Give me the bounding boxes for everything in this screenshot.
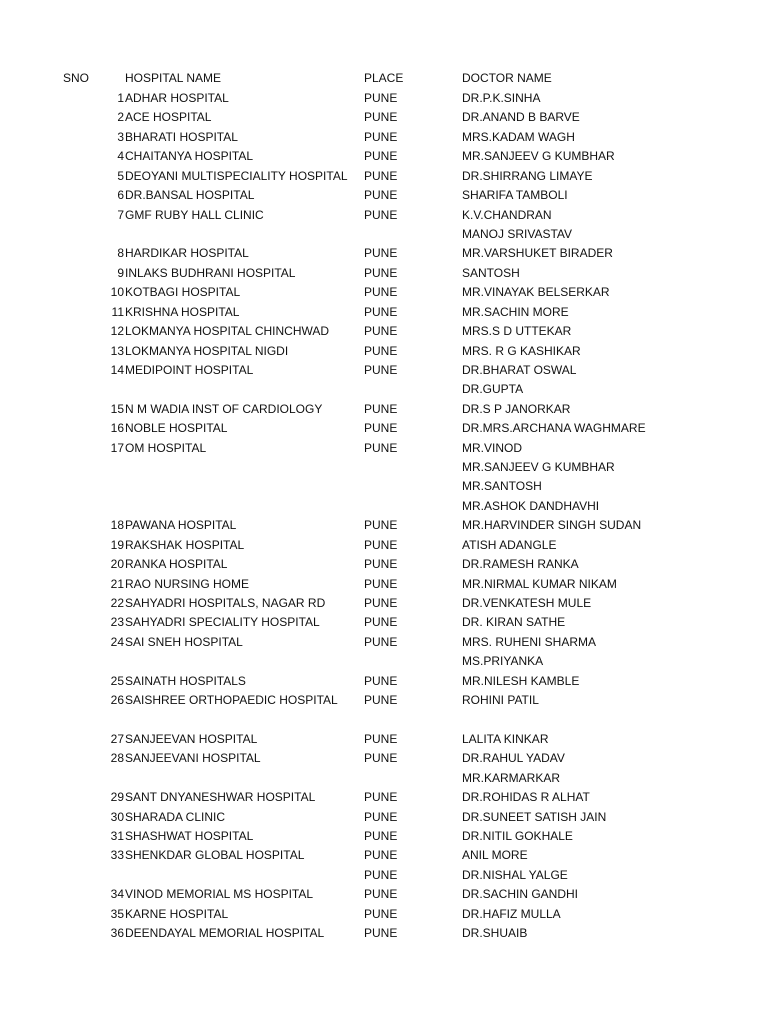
doctor-name-cell: DR. KIRAN SATHE xyxy=(462,615,566,630)
table-row xyxy=(0,225,768,244)
sno-cell: 17 xyxy=(110,440,124,455)
hospital-name-cell: SAI SNEH HOSPITAL xyxy=(125,634,243,649)
sno-cell: 28 xyxy=(110,751,124,766)
sno-cell: 14 xyxy=(110,362,124,377)
hospital-name-cell: DEOYANI MULTISPECIALITY HOSPITAL xyxy=(125,168,348,183)
place-cell: PUNE xyxy=(364,790,398,805)
table-row xyxy=(0,147,768,166)
doctor-name-cell: DR.SHUAIB xyxy=(462,926,528,941)
hospital-name-cell: NOBLE HOSPITAL xyxy=(125,421,228,436)
place-cell: PUNE xyxy=(364,829,398,843)
table-row xyxy=(0,769,768,788)
place-cell: PUNE xyxy=(364,615,398,630)
hospital-name-cell: OM HOSPITAL xyxy=(125,440,207,455)
table-row xyxy=(0,633,768,652)
doctor-name-cell: DR.ANAND B BARVE xyxy=(462,110,580,125)
hospital-name-cell: SHENKDAR GLOBAL HOSPITAL xyxy=(125,848,305,863)
table-row xyxy=(0,555,768,574)
place-cell: PUNE xyxy=(364,557,398,572)
hospital-name-cell: KRISHNA HOSPITAL xyxy=(125,304,240,319)
place-cell: PUNE xyxy=(364,324,398,338)
table-row xyxy=(0,924,768,943)
table-row xyxy=(0,477,768,496)
doctor-name-cell: MANOJ SRIVASTAV xyxy=(462,226,573,241)
table-row xyxy=(0,303,768,322)
table-row xyxy=(0,342,768,361)
hospital-name-cell: ACE HOSPITAL xyxy=(125,110,212,125)
doctor-name-cell: DR.BHARAT OSWAL xyxy=(462,362,577,377)
doctor-name-cell: LALITA KINKAR xyxy=(462,731,549,746)
place-cell: PUNE xyxy=(364,129,398,144)
table-row xyxy=(0,613,768,632)
table-row xyxy=(0,827,768,846)
sno-cell: 7 xyxy=(117,207,124,222)
sno-cell: 34 xyxy=(110,887,124,902)
hospital-name-cell: LOKMANYA HOSPITAL CHINCHWAD xyxy=(125,324,330,338)
doctor-name-cell: DR.S P JANORKAR xyxy=(462,401,571,416)
doctor-name-cell: ROHINI PATIL xyxy=(462,693,539,707)
hospital-name-cell: KOTBAGI HOSPITAL xyxy=(125,285,241,300)
sno-cell: 25 xyxy=(110,673,124,688)
place-cell: PUNE xyxy=(364,887,398,902)
sno-cell: 10 xyxy=(110,285,124,300)
table-row xyxy=(0,439,768,458)
place-cell: PUNE xyxy=(364,867,398,882)
table-row xyxy=(0,516,768,535)
doctor-name-cell: MRS.KADAM WAGH xyxy=(462,129,575,144)
hospital-name-cell: SAHYADRI SPECIALITY HOSPITAL xyxy=(125,615,320,630)
place-cell: PUNE xyxy=(364,518,398,533)
doctor-name-cell: MRS. R G KASHIKAR xyxy=(462,343,581,358)
table-row xyxy=(0,710,768,729)
sno-cell: 33 xyxy=(110,848,124,863)
place-cell: PUNE xyxy=(364,401,398,416)
place-cell: PUNE xyxy=(364,265,398,280)
doctor-name-cell: MR.SANJEEV G KUMBHAR xyxy=(462,460,615,474)
doctor-name-cell: MR.VINAYAK BELSERKAR xyxy=(462,285,610,300)
table-row xyxy=(0,283,768,302)
doctor-name-cell: MR.VARSHUKET BIRADER xyxy=(462,246,613,261)
table-row xyxy=(0,380,768,399)
table-row xyxy=(0,400,768,419)
table-row xyxy=(0,730,768,749)
table-row xyxy=(0,749,768,768)
doctor-name-cell: MR.KARMARKAR xyxy=(462,770,561,785)
place-cell: PUNE xyxy=(364,91,398,105)
hospital-name-cell: N M WADIA INST OF CARDIOLOGY xyxy=(125,401,323,416)
sno-cell: 18 xyxy=(110,518,124,533)
doctor-name-cell: MR.SANTOSH xyxy=(462,479,542,494)
table-row xyxy=(0,167,768,186)
table-row xyxy=(0,672,768,691)
place-cell: PUNE xyxy=(364,362,398,377)
table-row xyxy=(0,594,768,613)
table-row xyxy=(0,846,768,865)
table-row xyxy=(0,497,768,516)
table-row xyxy=(0,206,768,225)
table-row xyxy=(0,652,768,671)
doctor-name-cell: DR.VENKATESH MULE xyxy=(462,595,592,610)
hospital-name-cell: LOKMANYA HOSPITAL NIGDI xyxy=(125,343,289,358)
table-row xyxy=(0,808,768,827)
place-cell: PUNE xyxy=(364,110,398,125)
place-cell: PUNE xyxy=(364,731,398,746)
place-cell: PUNE xyxy=(364,926,398,941)
hospital-name-cell: SAISHREE ORTHOPAEDIC HOSPITAL xyxy=(125,693,338,707)
place-cell: PUNE xyxy=(364,304,398,319)
table-row xyxy=(0,186,768,205)
sno-cell: 19 xyxy=(110,537,124,552)
header-sno: SNO xyxy=(63,71,90,85)
table-row xyxy=(0,866,768,885)
doctor-name-cell: DR.SACHIN GANDHI xyxy=(462,887,579,902)
place-cell: PUNE xyxy=(364,285,398,300)
table-row xyxy=(0,108,768,127)
doctor-name-cell: DR.ROHIDAS R ALHAT xyxy=(462,790,590,805)
hospital-name-cell: DR.BANSAL HOSPITAL xyxy=(125,188,255,203)
doctor-name-cell: DR.RAHUL YADAV xyxy=(462,751,565,766)
doctor-name-cell: MR.HARVINDER SINGH SUDAN xyxy=(462,518,642,533)
sno-cell: 21 xyxy=(110,576,124,591)
hospital-name-cell: SAINATH HOSPITALS xyxy=(125,673,246,688)
place-cell: PUNE xyxy=(364,421,398,436)
table-row xyxy=(0,458,768,477)
doctor-name-cell: MR.VINOD xyxy=(462,440,522,455)
hospital-name-cell: INLAKS BUDHRANI HOSPITAL xyxy=(125,265,296,280)
place-cell: PUNE xyxy=(364,188,398,203)
table-row xyxy=(0,536,768,555)
hospital-name-cell: SANJEEVANI HOSPITAL xyxy=(125,751,261,766)
sno-cell: 16 xyxy=(110,421,124,436)
doctor-name-cell: DR.NISHAL YALGE xyxy=(462,867,568,882)
hospital-name-cell: DEENDAYAL MEMORIAL HOSPITAL xyxy=(125,926,325,941)
place-cell: PUNE xyxy=(364,537,398,552)
doctor-name-cell: MS.PRIYANKA xyxy=(462,654,544,669)
place-cell: PUNE xyxy=(364,576,398,591)
place-cell: PUNE xyxy=(364,246,398,261)
doctor-name-cell: SHARIFA TAMBOLI xyxy=(462,188,568,203)
sno-cell: 23 xyxy=(110,615,124,630)
sno-cell: 13 xyxy=(110,343,124,358)
sno-cell: 8 xyxy=(117,246,124,261)
doctor-name-cell: MRS.S D UTTEKAR xyxy=(462,324,572,338)
hospital-name-cell: CHAITANYA HOSPITAL xyxy=(125,149,254,164)
sno-cell: 12 xyxy=(110,324,124,338)
sno-cell: 26 xyxy=(110,693,124,707)
place-cell: PUNE xyxy=(364,906,398,921)
doctor-name-cell: SANTOSH xyxy=(462,265,520,280)
place-cell: PUNE xyxy=(364,848,398,863)
sno-cell: 11 xyxy=(111,304,124,319)
sno-cell: 3 xyxy=(117,129,124,144)
place-cell: PUNE xyxy=(364,809,398,824)
sno-cell: 35 xyxy=(110,906,124,921)
table-row xyxy=(0,788,768,807)
sno-cell: 9 xyxy=(117,265,124,280)
table-row xyxy=(0,361,768,380)
doctor-name-cell: DR.P.K.SINHA xyxy=(462,91,541,105)
place-cell: PUNE xyxy=(364,440,398,455)
place-cell: PUNE xyxy=(364,595,398,610)
doctor-name-cell: DR.NITIL GOKHALE xyxy=(462,829,573,843)
place-cell: PUNE xyxy=(364,343,398,358)
place-cell: PUNE xyxy=(364,207,398,222)
sno-cell: 5 xyxy=(117,168,124,183)
hospital-name-cell: HARDIKAR HOSPITAL xyxy=(125,246,249,261)
sno-cell: 22 xyxy=(110,595,124,610)
hospital-name-cell: RANKA HOSPITAL xyxy=(125,557,228,572)
hospital-name-cell: SHASHWAT HOSPITAL xyxy=(125,829,254,843)
table-row xyxy=(0,885,768,904)
hospital-name-cell: SANT DNYANESHWAR HOSPITAL xyxy=(125,790,316,805)
place-cell: PUNE xyxy=(364,634,398,649)
table-row xyxy=(0,322,768,341)
sno-cell: 27 xyxy=(110,731,124,746)
place-cell: PUNE xyxy=(364,168,398,183)
hospital-name-cell: VINOD MEMORIAL MS HOSPITAL xyxy=(125,887,314,902)
header-hospital-name: HOSPITAL NAME xyxy=(125,71,222,85)
sno-cell: 36 xyxy=(110,926,124,941)
hospital-name-cell: BHARATI HOSPITAL xyxy=(125,129,238,144)
place-cell: PUNE xyxy=(364,673,398,688)
header-place: PLACE xyxy=(364,71,404,85)
sno-cell: 15 xyxy=(110,401,124,416)
hospital-name-cell: RAO NURSING HOME xyxy=(125,576,250,591)
sno-cell: 30 xyxy=(110,809,124,824)
doctor-name-cell: MR.SANJEEV G KUMBHAR xyxy=(462,149,615,164)
doctor-name-cell: DR.HAFIZ MULLA xyxy=(462,906,561,921)
doctor-name-cell: MR.SACHIN MORE xyxy=(462,304,569,319)
sno-cell: 1 xyxy=(117,91,124,105)
table-row xyxy=(0,264,768,283)
place-cell: PUNE xyxy=(364,751,398,766)
hospital-name-cell: ADHAR HOSPITAL xyxy=(125,91,229,105)
doctor-name-cell: K.V.CHANDRAN xyxy=(462,207,552,222)
place-cell: PUNE xyxy=(364,693,398,707)
hospital-name-cell: MEDIPOINT HOSPITAL xyxy=(125,362,254,377)
doctor-name-cell: DR.RAMESH RANKA xyxy=(462,557,579,572)
hospital-name-cell: SHARADA CLINIC xyxy=(125,809,226,824)
doctor-name-cell: ATISH ADANGLE xyxy=(462,537,557,552)
table-row xyxy=(0,128,768,147)
sno-cell: 6 xyxy=(117,188,124,203)
table-row xyxy=(0,575,768,594)
hospital-name-cell: RAKSHAK HOSPITAL xyxy=(125,537,245,552)
hospital-name-cell: SANJEEVAN HOSPITAL xyxy=(125,731,258,746)
table-row xyxy=(0,244,768,263)
hospital-name-cell: KARNE HOSPITAL xyxy=(125,906,229,921)
doctor-name-cell: DR.GUPTA xyxy=(462,382,524,397)
header-row xyxy=(0,69,768,88)
place-cell: PUNE xyxy=(364,149,398,164)
sno-cell: 29 xyxy=(110,790,124,805)
table-row xyxy=(0,89,768,108)
doctor-name-cell: MRS. RUHENI SHARMA xyxy=(462,634,597,649)
sno-cell: 2 xyxy=(117,110,124,125)
doctor-name-cell: MR.NILESH KAMBLE xyxy=(462,673,580,688)
hospital-name-cell: SAHYADRI HOSPITALS, NAGAR RD xyxy=(125,595,326,610)
sno-cell: 31 xyxy=(110,829,124,843)
hospital-name-cell: PAWANA HOSPITAL xyxy=(125,518,237,533)
header-doctor-name: DOCTOR NAME xyxy=(462,71,552,85)
sno-cell: 24 xyxy=(110,634,124,649)
doctor-name-cell: DR.MRS.ARCHANA WAGHMARE xyxy=(462,421,646,436)
sno-cell: 4 xyxy=(117,149,124,164)
doctor-name-cell: MR.NIRMAL KUMAR NIKAM xyxy=(462,576,617,591)
table-row xyxy=(0,905,768,924)
hospital-name-cell: GMF RUBY HALL CLINIC xyxy=(125,207,264,222)
doctor-name-cell: DR.SHIRRANG LIMAYE xyxy=(462,168,593,183)
doctor-name-cell: ANIL MORE xyxy=(462,848,528,863)
table-row xyxy=(0,691,768,710)
sno-cell: 20 xyxy=(110,557,124,572)
table-row xyxy=(0,419,768,438)
doctor-name-cell: MR.ASHOK DANDHAVHI xyxy=(462,498,600,513)
doctor-name-cell: DR.SUNEET SATISH JAIN xyxy=(462,809,607,824)
